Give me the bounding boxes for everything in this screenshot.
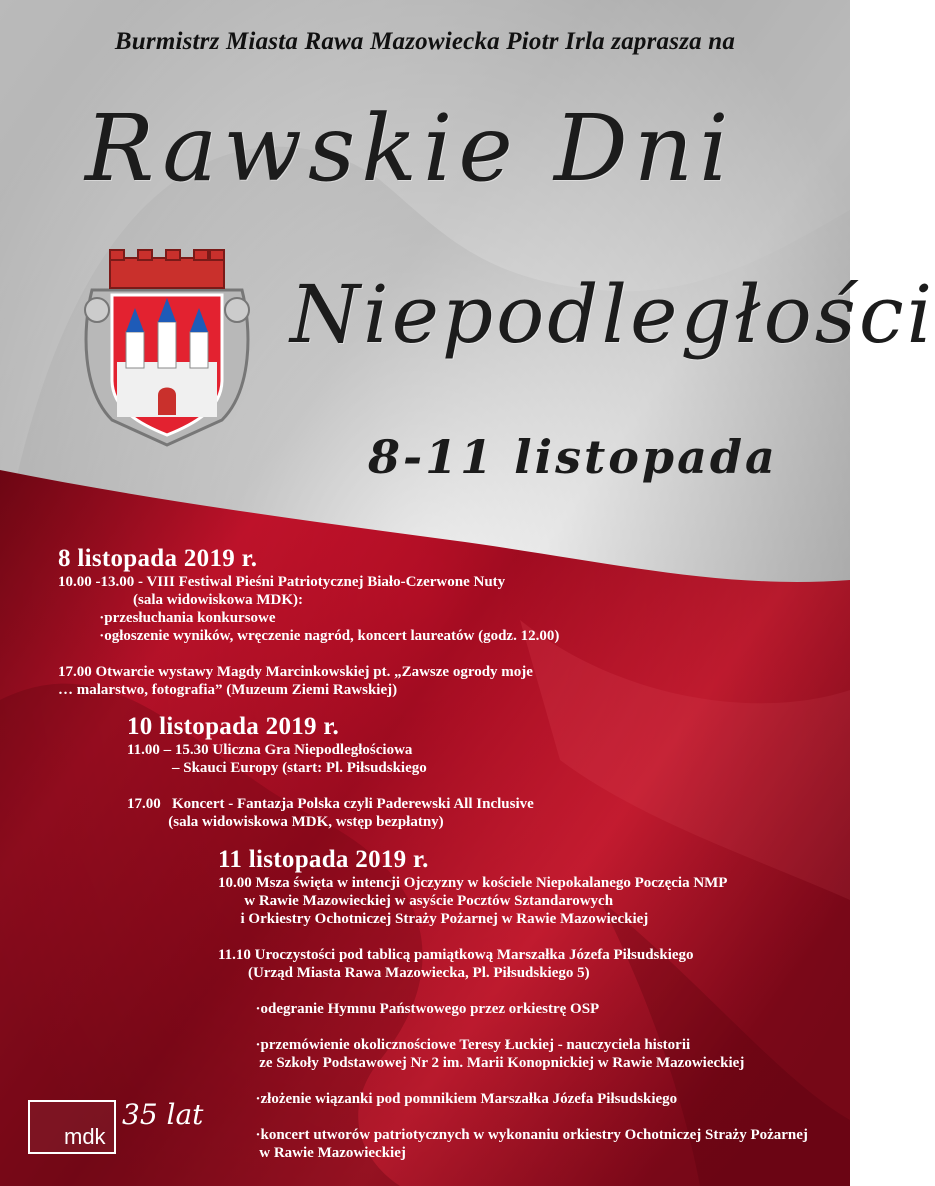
- day-heading: 8 listopada 2019 r.: [58, 545, 258, 572]
- event-line: [127, 777, 534, 795]
- event-line: ·złożenie wiązanki pod pomnikiem Marszałka Józefa Piłsudskiego: [218, 1091, 678, 1107]
- event-line: [218, 1072, 808, 1090]
- event-line: [218, 928, 808, 946]
- event-line: ·przemówienie okolicznościowe Teresy Łuckiej - nauczyciela historii: [218, 1037, 691, 1053]
- event-line: (sala widowiskowa MDK, wstęp bezpłatny): [127, 814, 444, 830]
- day-heading: 11 listopada 2019 r.: [218, 846, 429, 873]
- day-section-8-november: [58, 545, 559, 699]
- title-line-2: Niepodległości: [290, 268, 935, 361]
- event-line: [218, 1018, 808, 1036]
- event-line: … malarstwo, fotografia” (Muzeum Ziemi Rawskiej): [58, 682, 398, 698]
- event-line: ·ogłoszenie wyników, wręczenie nagród, koncert laureatów (godz. 12.00): [58, 628, 560, 644]
- event-line: (sala widowiskowa MDK):: [58, 592, 304, 608]
- event-line: (Urząd Miasta Rawa Mazowiecka, Pl. Piłsudskiego 5): [218, 965, 590, 981]
- mdk-logo-text: mdk: [64, 1124, 106, 1149]
- mdk-logo: [28, 1100, 116, 1154]
- event-line: [58, 645, 559, 663]
- event-line: 11.10 Uroczystości pod tablicą pamiątkową Marszałka Józefa Piłsudskiego: [218, 947, 694, 963]
- event-line: ·koncert utworów patriotycznych w wykonaniu orkiestry Ochotniczej Straży Pożarnej: [218, 1127, 808, 1143]
- event-line: [218, 982, 808, 1000]
- event-line: 10.00 Msza święta w intencji Ojczyzny w kościele Niepokalanego Poczęcia NMP: [218, 875, 728, 891]
- event-line: w Rawie Mazowieckiej: [218, 1145, 406, 1161]
- event-line: – Skauci Europy (start: Pl. Piłsudskiego: [127, 760, 427, 776]
- day-heading: 10 listopada 2019 r.: [127, 713, 340, 740]
- day-section-10-november: [127, 713, 534, 831]
- event-line: [218, 1108, 808, 1126]
- event-line: 11.00 – 15.30 Uliczna Gra Niepodległościowa: [127, 742, 413, 758]
- event-line: ze Szkoły Podstawowej Nr 2 im. Marii Konopnickiej w Rawie Mazowieckiej: [218, 1055, 745, 1071]
- event-line: ·odegranie Hymnu Państwowego przez orkiestrę OSP: [218, 1001, 600, 1017]
- event-line: 17.00 Otwarcie wystawy Magdy Marcinkowskiej pt. „Zawsze ogrody moje: [58, 664, 533, 680]
- event-line: i Orkiestry Ochotniczej Straży Pożarnej w Rawie Mazowieckiej: [218, 911, 649, 927]
- event-dates: 8-11 listopada: [368, 430, 778, 484]
- title-line-1: Rawskie Dni: [85, 95, 735, 202]
- town-coat-of-arms: [82, 250, 252, 450]
- event-line: 10.00 -13.00 - VIII Festiwal Pieśni Patriotycznej Biało-Czerwone Nuty: [58, 574, 506, 590]
- event-line: ·przesłuchania konkursowe: [58, 610, 276, 626]
- invitation-header: Burmistrz Miasta Rawa Mazowiecka Piotr Irla zaprasza na: [114, 28, 736, 55]
- event-line: w Rawie Mazowieckiej w asyście Pocztów Sztandarowych: [218, 893, 614, 909]
- anniversary-label: 35 lat: [122, 1098, 204, 1131]
- day-section-11-november: [218, 846, 808, 1162]
- event-line: 17.00 Koncert - Fantazja Polska czyli Paderewski All Inclusive: [127, 796, 534, 812]
